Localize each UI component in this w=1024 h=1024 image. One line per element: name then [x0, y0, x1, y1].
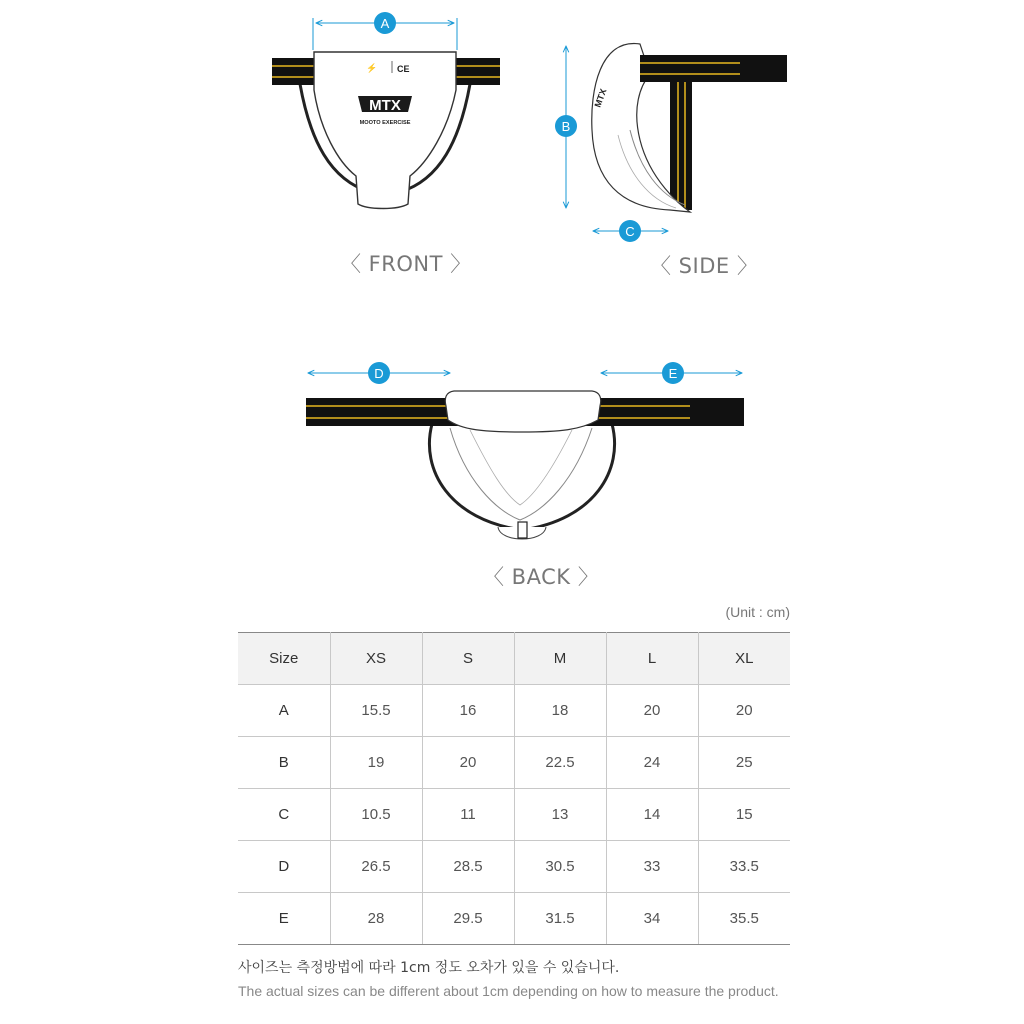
- table-row: [238, 789, 790, 841]
- dimension-a-label: A: [380, 16, 390, 31]
- side-view: [555, 44, 787, 242]
- side-view-label: 〈 SIDE 〉: [650, 254, 759, 278]
- table-cell: 28.5: [422, 841, 514, 893]
- header-l: L: [606, 633, 698, 685]
- table-cell: 34: [606, 893, 698, 945]
- table-cell: 20: [698, 685, 790, 737]
- header-xs: XS: [330, 633, 422, 685]
- header-m: M: [514, 633, 606, 685]
- back-cup: [445, 391, 600, 432]
- side-vertical-strap: [670, 82, 692, 210]
- row-label: D: [238, 841, 330, 893]
- dimension-c-label: C: [625, 224, 635, 239]
- table-cell: 10.5: [330, 789, 422, 841]
- table-cell: 15: [698, 789, 790, 841]
- brand-sub-logo: MOOTO EXERCISE: [359, 120, 411, 126]
- table-cell: 25: [698, 737, 790, 789]
- table-cell: 14: [606, 789, 698, 841]
- table-cell: 33: [606, 841, 698, 893]
- row-label: A: [238, 685, 330, 737]
- cert-mark: CE: [397, 64, 410, 74]
- table-cell: 35.5: [698, 893, 790, 945]
- table-cell: 16: [422, 685, 514, 737]
- dimension-a: [313, 12, 457, 50]
- header-size: Size: [238, 633, 330, 685]
- front-view: [272, 12, 500, 209]
- side-waist-strap: [640, 55, 787, 82]
- size-table: [238, 632, 790, 945]
- table-cell: 29.5: [422, 893, 514, 945]
- dimension-d: [308, 362, 450, 384]
- dimension-b: [555, 46, 577, 208]
- table-cell: 22.5: [514, 737, 606, 789]
- svg-text:⚡: ⚡: [366, 63, 378, 73]
- row-label: E: [238, 893, 330, 945]
- table-cell: 33.5: [698, 841, 790, 893]
- table-row: [238, 841, 790, 893]
- table-row: [238, 893, 790, 945]
- table-cell: 20: [606, 685, 698, 737]
- header-s: S: [422, 633, 514, 685]
- table-cell: 20: [422, 737, 514, 789]
- table-cell: 13: [514, 789, 606, 841]
- front-view-label: 〈 FRONT 〉: [340, 252, 472, 276]
- svg-text:MTX: MTX: [592, 87, 609, 109]
- table-cell: 18: [514, 685, 606, 737]
- row-label: B: [238, 737, 330, 789]
- table-cell: 24: [606, 737, 698, 789]
- dimension-b-label: B: [561, 119, 571, 134]
- table-cell: 19: [330, 737, 422, 789]
- table-cell: 11: [422, 789, 514, 841]
- note-korean: 사이즈는 측정방법에 따라 1cm 정도 오차가 있을 수 있습니다.: [238, 960, 620, 976]
- table-row: [238, 737, 790, 789]
- table-cell: 31.5: [514, 893, 606, 945]
- dimension-e: [601, 362, 742, 384]
- note-english: The actual sizes can be different about 1cm depending on how to measure the product.: [238, 983, 779, 999]
- dimension-c: [593, 220, 668, 242]
- unit-label: (Unit : cm): [725, 604, 790, 620]
- table-cell: 15.5: [330, 685, 422, 737]
- table-cell: 28: [330, 893, 422, 945]
- front-cup: [314, 52, 456, 209]
- dimension-d-label: D: [374, 366, 384, 381]
- dimension-e-label: E: [668, 366, 678, 381]
- row-label: C: [238, 789, 330, 841]
- header-xl: XL: [698, 633, 790, 685]
- table-row: [238, 685, 790, 737]
- brand-logo: MTX: [369, 97, 401, 114]
- back-view: [306, 362, 744, 539]
- table-header-row: [238, 633, 790, 685]
- table-cell: 30.5: [514, 841, 606, 893]
- back-view-label: 〈 BACK 〉: [483, 565, 600, 589]
- table-cell: 26.5: [330, 841, 422, 893]
